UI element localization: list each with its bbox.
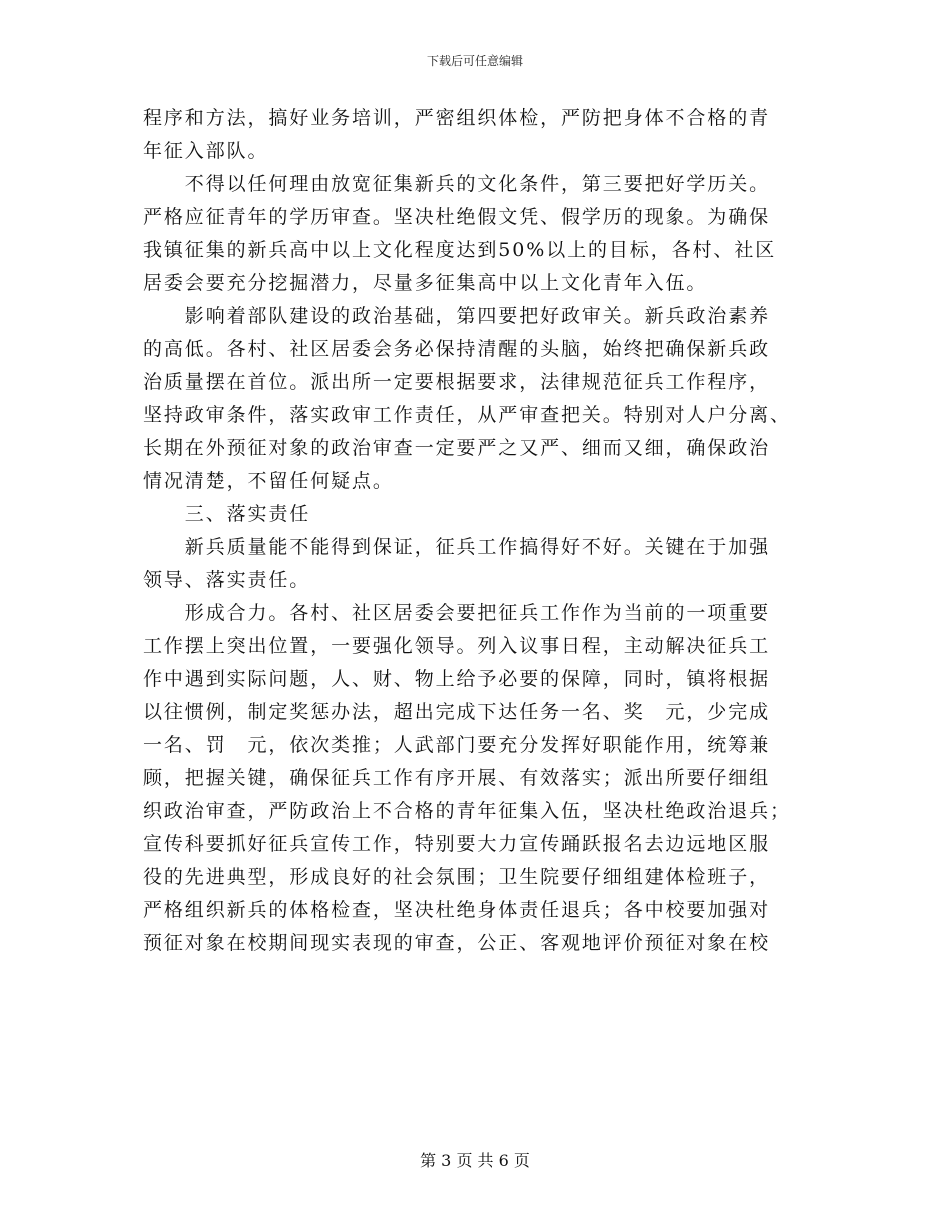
text-line: 领导、落实责任。 [143, 569, 311, 591]
text-line: 长期在外预征对象的政治审查一定要严之又严、细而又细，确保政治 [143, 437, 771, 459]
text-line: 作中遇到实际问题，人、财、物上给予必要的保障，同时，镇将根据 [143, 668, 771, 690]
text-line: 役的先进典型，形成良好的社会氛围；卫生院要仔细组建体检班子， [143, 866, 771, 888]
text-line: 严格组织新兵的体格检查，坚决杜绝身体责任退兵；各中校要加强对 [143, 899, 771, 921]
text-line: 我镇征集的新兵高中以上文化程度达到50%以上的目标，各村、社区 [143, 239, 777, 261]
text-line: 居委会要充分挖掘潜力，尽量多征集高中以上文化青年入伍。 [143, 272, 708, 294]
text-line: 宣传科要抓好征兵宣传工作，特别要大力宣传踊跃报名去边远地区服 [143, 833, 771, 855]
page-number: 第 3 页 共 6 页 [420, 1151, 530, 1170]
text-line: 不得以任何理由放宽征集新兵的文化条件，第三要把好学历关。 [143, 173, 771, 195]
text-line: 形成合力。各村、社区居委会要把征兵工作作为当前的一项重要 [143, 602, 771, 624]
text-line: 以往惯例，制定奖惩办法，超出完成下达任务一名、奖 元，少完成 [143, 701, 771, 723]
text-line: 情况清楚，不留任何疑点。 [143, 470, 394, 492]
text-line: 影响着部队建设的政治基础，第四要把好政审关。新兵政治素养 [143, 305, 771, 327]
text-line: 的高低。各村、社区居委会务必保持清醒的头脑，始终把确保新兵政 [143, 338, 771, 360]
text-line: 预征对象在校期间现实表现的审查，公正、客观地评价预征对象在校 [143, 932, 771, 954]
text-line: 新兵质量能不能得到保证，征兵工作搞得好不好。关键在于加强 [143, 536, 771, 558]
section-heading: 三、落实责任 [143, 503, 311, 525]
text-line: 工作摆上突出位置，一要强化领导。列入议事日程，主动解决征兵工 [143, 635, 771, 657]
text-line: 年征入部队。 [143, 140, 269, 162]
text-line: 一名、罚 元，依次类推；人武部门要充分发挥好职能作用，统筹兼 [143, 734, 771, 756]
page-header: 下载后可任意编辑 [426, 54, 523, 68]
text-line: 织政治审查，严防政治上不合格的青年征集入伍，坚决杜绝政治退兵； [143, 800, 791, 822]
text-line: 顾，把握关键，确保征兵工作有序开展、有效落实；派出所要仔细组 [143, 767, 771, 789]
text-line: 坚持政审条件，落实政审工作责任，从严审查把关。特别对人户分离、 [143, 404, 791, 426]
text-line: 严格应征青年的学历审查。坚决杜绝假文凭、假学历的现象。为确保 [143, 206, 771, 228]
text-line: 程序和方法，搞好业务培训，严密组织体检，严防把身体不合格的青 [143, 107, 771, 129]
text-line: 治质量摆在首位。派出所一定要根据要求，法律规范征兵工作程序， [143, 371, 771, 393]
document-body [143, 102, 809, 960]
